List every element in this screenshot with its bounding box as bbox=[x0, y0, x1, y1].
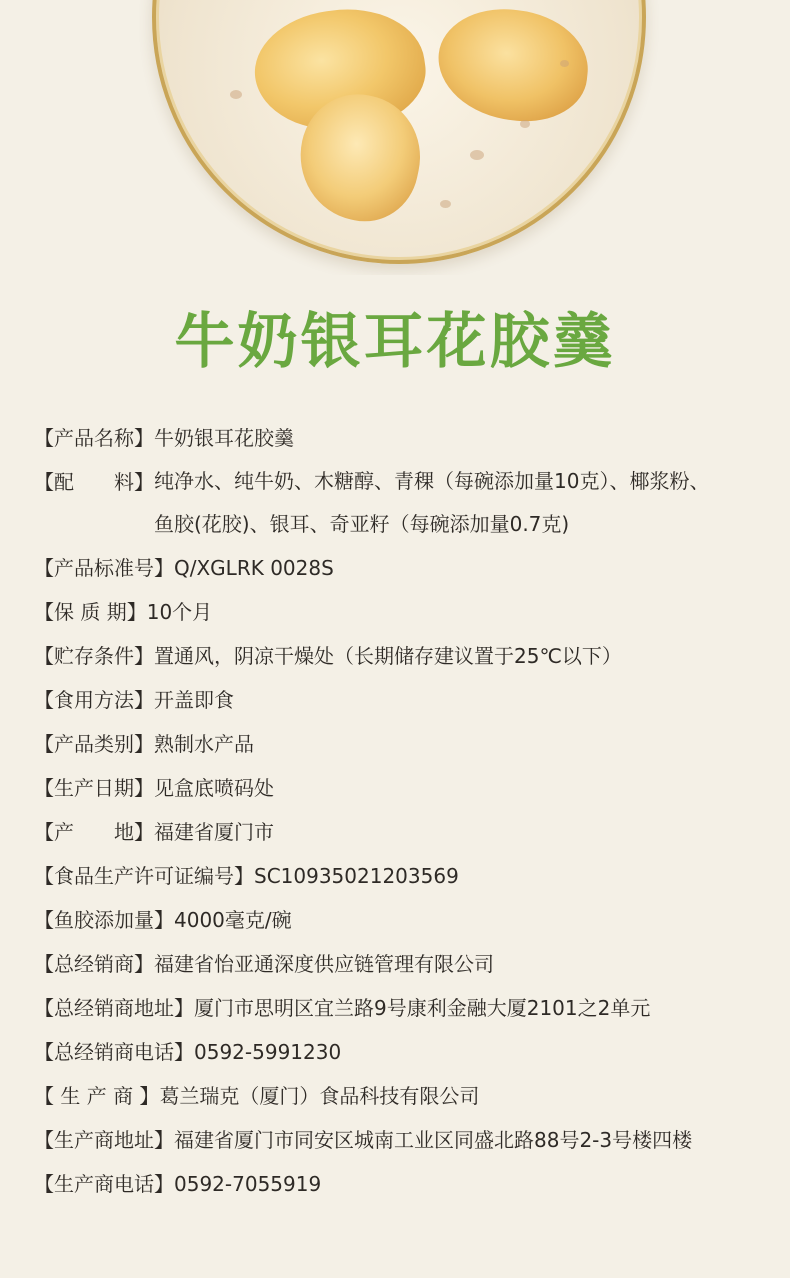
info-label: 【配 料】 bbox=[34, 470, 154, 494]
info-value: 0592-7055919 bbox=[174, 1172, 322, 1196]
info-value: 厦门市思明区宜兰路9号康利金融大厦2101之2单元 bbox=[194, 996, 651, 1020]
info-row-distributor-address bbox=[34, 986, 764, 1030]
info-row-ingredients bbox=[34, 460, 764, 546]
info-value: 福建省怡亚通深度供应链管理有限公司 bbox=[154, 952, 494, 976]
info-row-origin bbox=[34, 810, 764, 854]
info-value: 牛奶银耳花胶羹 bbox=[154, 426, 294, 450]
info-label: 【产 地】 bbox=[34, 820, 154, 844]
info-value: 熟制水产品 bbox=[154, 732, 254, 756]
info-label: 【保 质 期】 bbox=[34, 600, 147, 624]
info-row-distributor bbox=[34, 942, 764, 986]
info-label: 【总经销商】 bbox=[34, 952, 154, 976]
info-row-distributor-phone bbox=[34, 1030, 764, 1074]
oat-speck bbox=[230, 90, 242, 99]
info-row-product-name bbox=[34, 416, 764, 460]
info-row-manufacturer bbox=[34, 1074, 764, 1118]
info-label: 【产品标准号】 bbox=[34, 556, 174, 580]
info-row-manufacturer-address bbox=[34, 1118, 764, 1162]
info-row-manufacturer-phone bbox=[34, 1162, 764, 1206]
info-value: 开盖即食 bbox=[154, 688, 234, 712]
info-row-fish-maw-amount bbox=[34, 898, 764, 942]
product-title: 牛奶银耳花胶羹 bbox=[174, 307, 616, 377]
oat-speck bbox=[560, 60, 569, 67]
info-row-license-number bbox=[34, 854, 764, 898]
info-row-standard-number bbox=[34, 546, 764, 590]
info-value: 葛兰瑞克（厦门）食品科技有限公司 bbox=[159, 1084, 480, 1108]
info-label: 【总经销商地址】 bbox=[34, 996, 194, 1020]
hero-image bbox=[0, 0, 790, 275]
info-label: 【生产商电话】 bbox=[34, 1172, 174, 1196]
info-label: 【食品生产许可证编号】 bbox=[34, 864, 254, 888]
info-value: 福建省厦门市 bbox=[154, 820, 274, 844]
info-row-usage bbox=[34, 678, 764, 722]
info-label: 【总经销商电话】 bbox=[34, 1040, 194, 1064]
info-value: 见盒底喷码处 bbox=[154, 776, 274, 800]
info-label: 【产品类别】 bbox=[34, 732, 154, 756]
product-info-list bbox=[34, 416, 764, 1206]
info-value: SC10935021203569 bbox=[254, 864, 459, 888]
info-label: 【生产商地址】 bbox=[34, 1128, 174, 1152]
info-row-category bbox=[34, 722, 764, 766]
oat-speck bbox=[470, 150, 484, 160]
info-label: 【食用方法】 bbox=[34, 688, 154, 712]
info-value: Q/XGLRK 0028S bbox=[174, 556, 334, 580]
info-value: 0592-5991230 bbox=[194, 1040, 342, 1064]
info-value: 置通风，阴凉干燥处（长期储存建议置于25℃以下） bbox=[154, 644, 622, 668]
info-value: 10个月 bbox=[146, 600, 213, 624]
info-label: 【 生 产 商 】 bbox=[34, 1084, 160, 1108]
info-row-shelf-life bbox=[34, 590, 764, 634]
info-label: 【鱼胶添加量】 bbox=[34, 908, 174, 932]
info-value: 纯净水、纯牛奶、木糖醇、青稞（每碗添加量10克）、椰浆粉、鱼胶(花胶)、银耳、奇亚籽（每碗添加量0.7克) bbox=[154, 469, 710, 536]
info-row-production-date bbox=[34, 766, 764, 810]
info-row-storage bbox=[34, 634, 764, 678]
info-label: 【产品名称】 bbox=[34, 426, 154, 450]
info-label: 【贮存条件】 bbox=[34, 644, 154, 668]
info-value: 4000毫克/碗 bbox=[174, 908, 292, 932]
info-value: 福建省厦门市同安区城南工业区同盛北路88号2-3号楼四楼 bbox=[174, 1128, 693, 1152]
info-label: 【生产日期】 bbox=[34, 776, 154, 800]
oat-speck bbox=[440, 200, 451, 208]
oat-speck bbox=[520, 120, 530, 128]
